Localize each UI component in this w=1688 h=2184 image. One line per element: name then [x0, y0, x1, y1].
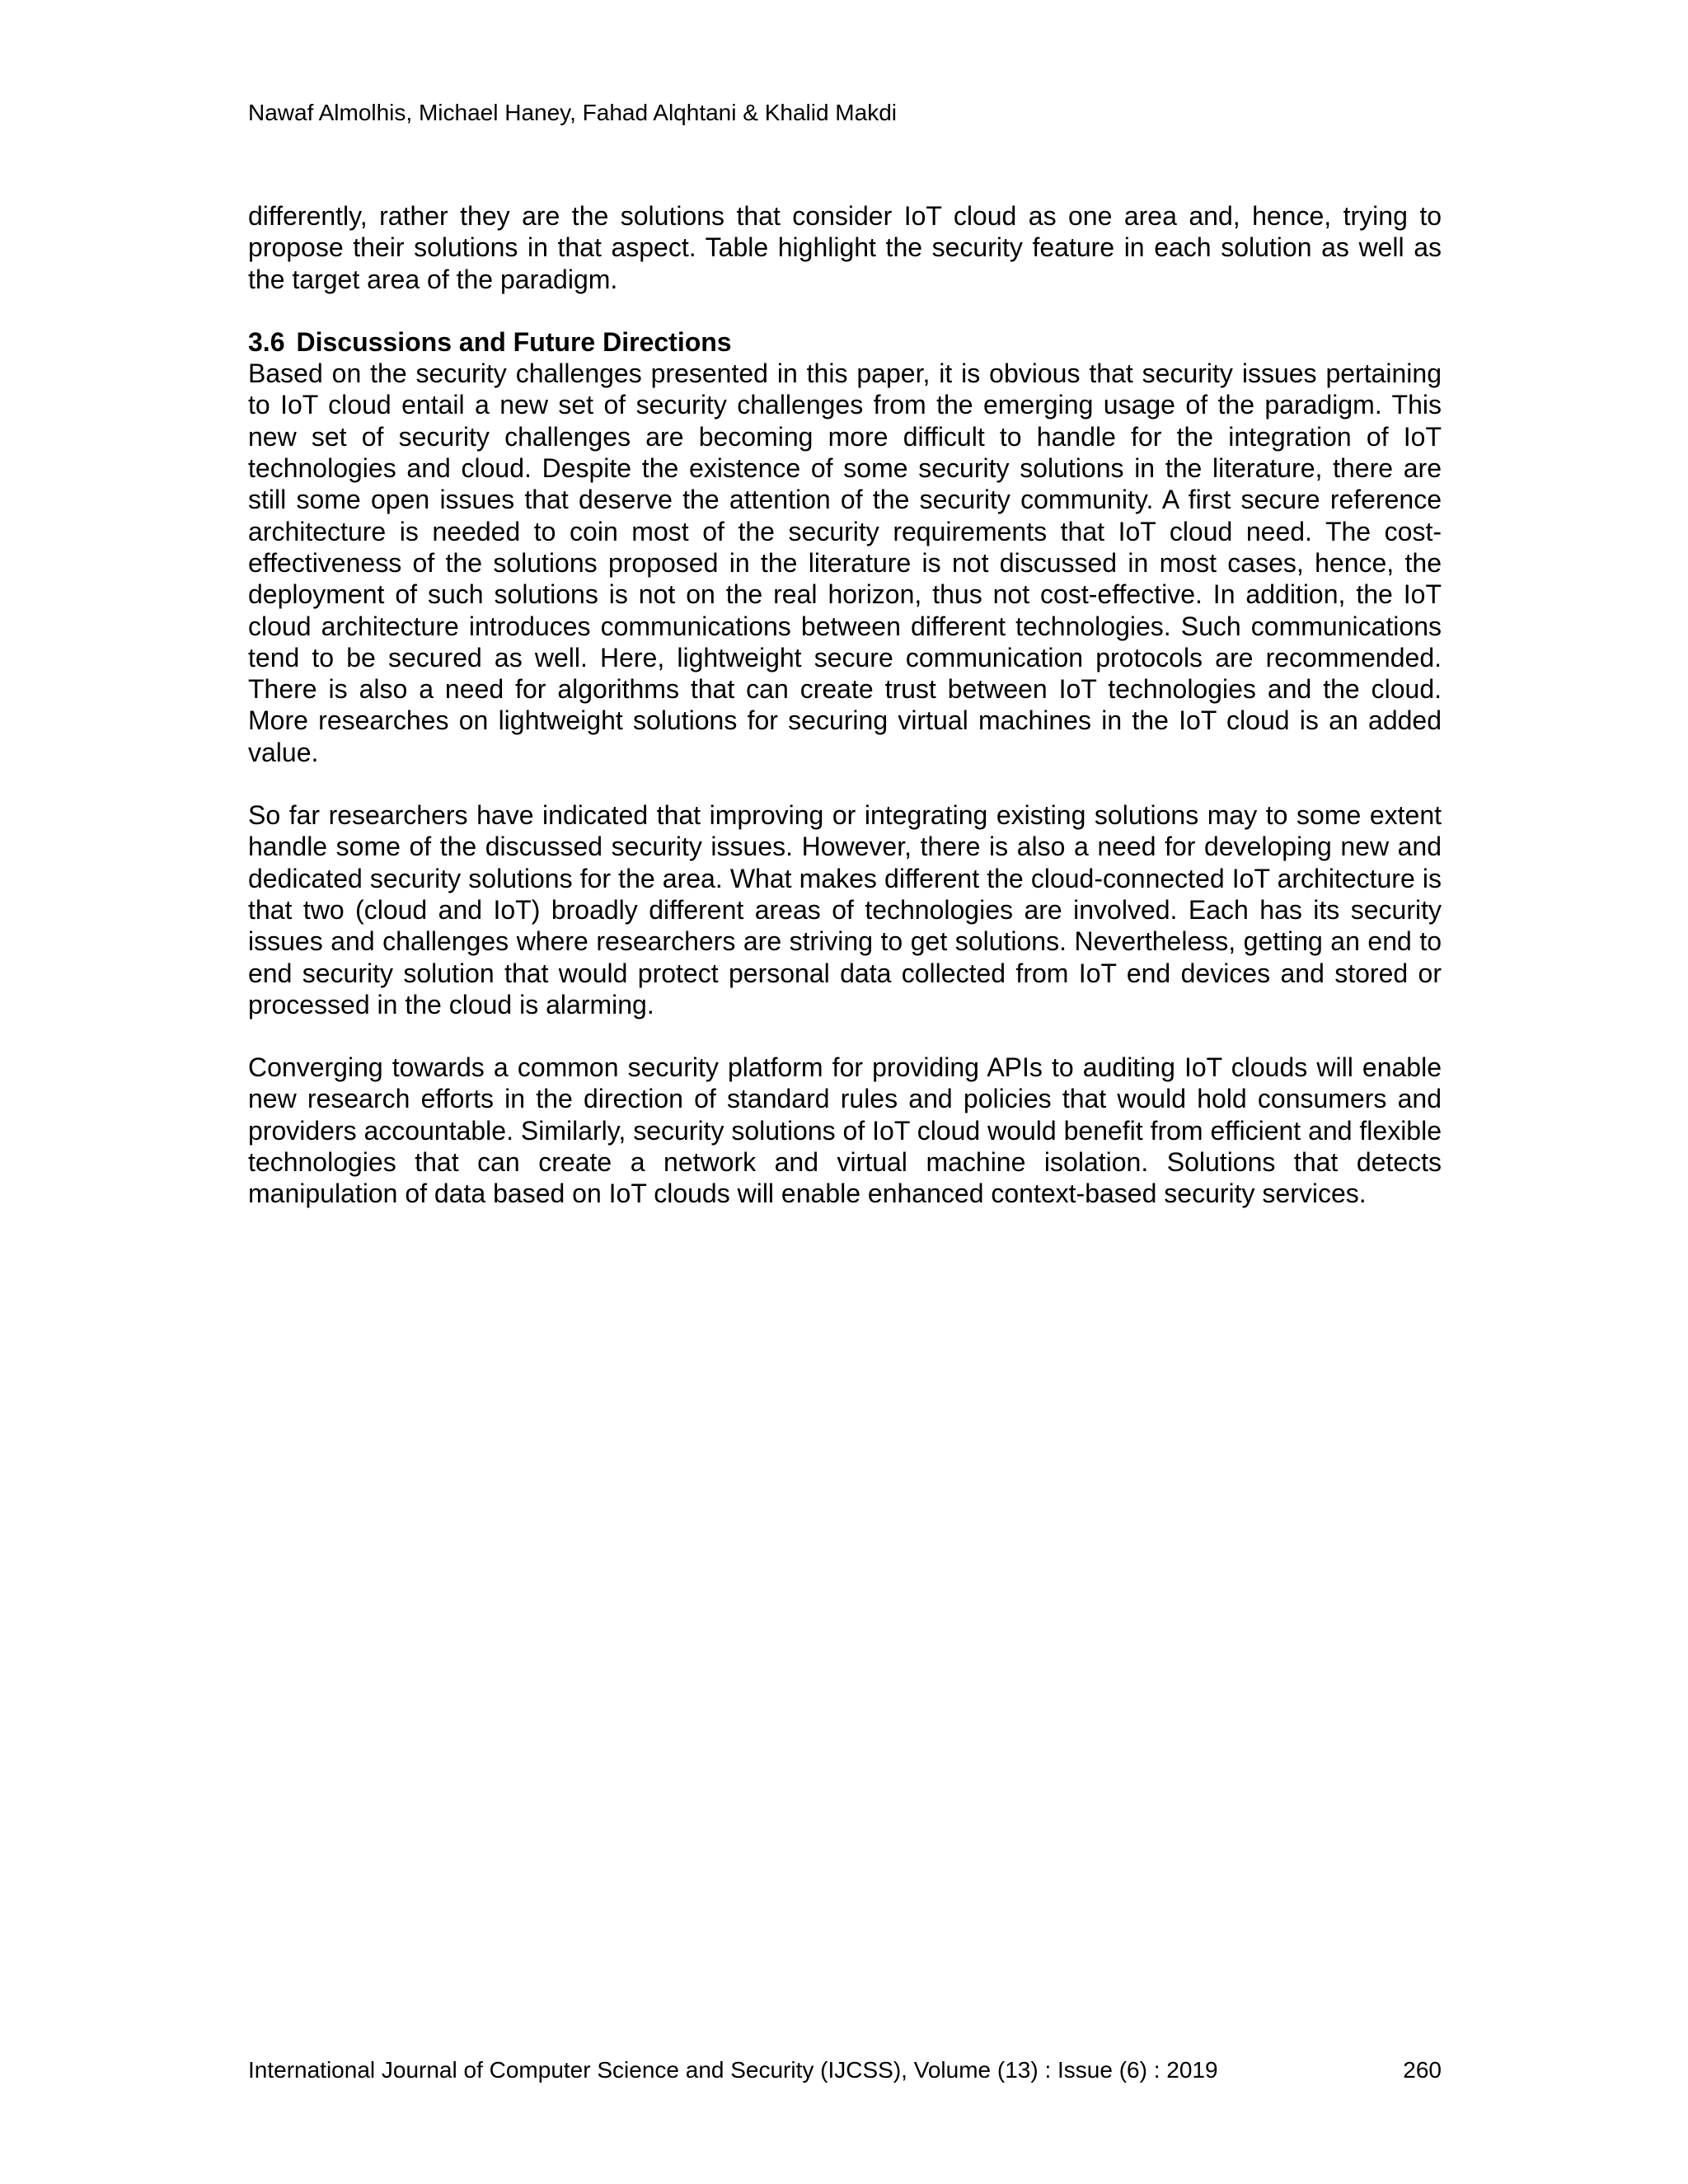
footer-journal-citation: International Journal of Computer Science and Security (IJCSS), Volume (13) : Issue (6) : 2019	[248, 2057, 1218, 2083]
page-number: 260	[1403, 2057, 1442, 2083]
intro-paragraph: differently, rather they are the solutions that consider IoT cloud as one area and, hence, trying to propose their solutions in that aspect. Table highlight the security feature in each solution as well as the target area of the paradigm.	[248, 201, 1442, 294]
section-number: 3.6	[248, 326, 285, 357]
section-heading	[248, 326, 1442, 358]
section-title: Discussions and Future Directions	[296, 326, 732, 357]
body-paragraph: So far researchers have indicated that improving or integrating existing solutions may to some extent handle some of the discussed security issues. However, there is also a need for developing new and dedicated security solutions for the area. What makes different the cloud-connected IoT architecture is that two (cloud and IoT) broadly different areas of technologies are involved. Each has its security issues and challenges where researchers are striving to get solutions. Nevertheless, getting an end to end security solution that would protect personal data collected from IoT end devices and stored or processed in the cloud is alarming.	[248, 800, 1442, 1019]
running-header-authors: Nawaf Almolhis, Michael Haney, Fahad Alqhtani & Khalid Makdi	[248, 100, 897, 125]
body-paragraph: Based on the security challenges presented in this paper, it is obvious that security issues pertaining to IoT cloud entail a new set of security challenges from the emerging usage of the paradigm. This new set of security challenges are becoming more difficult to handle for the integration of IoT technologies and cloud. Despite the existence of some security solutions in the literature, there are still some open issues that deserve the attention of the security community. A first secure reference architecture is needed to coin most of the security requirements that IoT cloud need. The cost-effectiveness of the solutions proposed in the literature is not discussed in most cases, hence, the deployment of such solutions is not on the real horizon, thus not cost-effective. In addition, the IoT cloud architecture introduces communications between different technologies. Such communications tend to be secured as well. Here, lightweight secure communication protocols are recommended. There is also a need for algorithms that can create trust between IoT technologies and the cloud. More researches on lightweight solutions for securing virtual machines in the IoT cloud is an added value.	[248, 359, 1442, 767]
body-text	[248, 200, 1442, 1210]
body-paragraph: Converging towards a common security platform for providing APIs to auditing IoT clouds will enable new research efforts in the direction of standard rules and policies that would hold consumers and providers accountable. Similarly, security solutions of IoT cloud would benefit from efficient and flexible technologies that can create a network and virtual machine isolation. Solutions that detects manipulation of data based on IoT clouds will enable enhanced context-based security services.	[248, 1052, 1442, 1209]
